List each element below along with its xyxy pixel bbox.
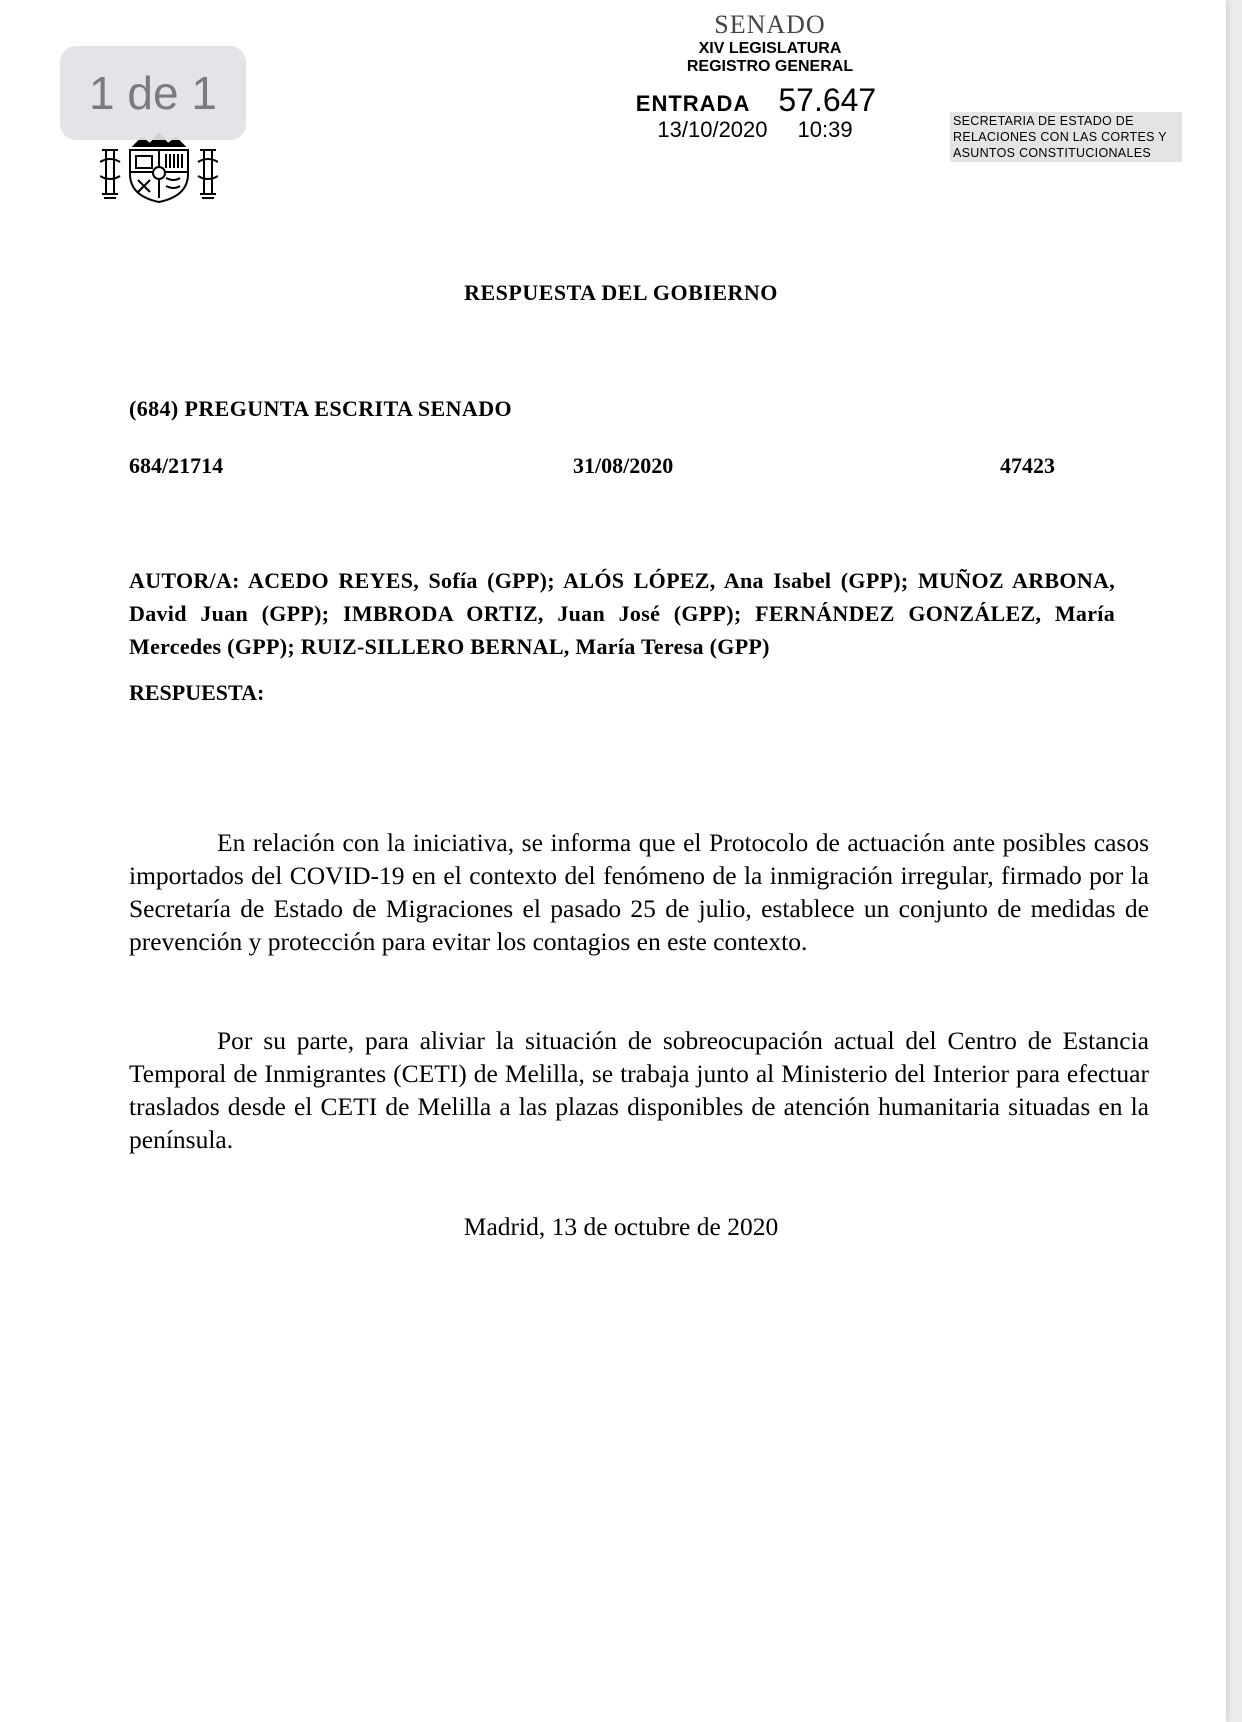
question-type: (684) PREGUNTA ESCRITA SENADO	[129, 396, 513, 421]
registry-stamp	[580, 10, 920, 143]
secretaria-label	[950, 112, 1182, 162]
reference-number: 684/21714	[129, 453, 224, 478]
secretaria-line-2: RELACIONES CON LAS CORTES Y	[953, 130, 1167, 144]
author-list: AUTOR/A: ACEDO REYES, Sofía (GPP); ALÓS LÓPEZ, Ana Isabel (GPP); MUÑOZ ARBONA, David Juan (GPP); IMBRODA ORTIZ, Juan José (GPP); FERNÁNDEZ GONZÁLEZ, María Mercedes (GPP); RUIZ-SILLERO BERNAL, María Teresa (GPP)	[129, 568, 1115, 659]
stamp-datetime-row	[580, 117, 920, 143]
stamp-entry-row	[580, 82, 920, 119]
response-label: RESPUESTA:	[129, 680, 265, 705]
reference-date: 31/08/2020	[573, 453, 674, 478]
stamp-registry: REGISTRO GENERAL	[686, 58, 854, 75]
place-and-date: Madrid, 13 de octubre de 2020	[463, 1212, 779, 1241]
secretaria-line-3: ASUNTOS CONSTITUCIONALES	[953, 146, 1151, 160]
stamp-date: 13/10/2020	[657, 117, 768, 142]
stamp-institution: SENADO	[714, 10, 826, 39]
secretaria-line-1: SECRETARIA DE ESTADO DE	[953, 114, 1134, 128]
response-paragraph-2: Por su parte, para aliviar la situación de sobreocupación actual del Centro de Estancia Temporal de Inmigrantes (CETI) de Melilla, se trabaja junto al Ministerio del Interior para efectuar traslados desde el CETI de Melilla a las plazas disponibles de atención humanitaria situadas en la península.	[129, 1026, 1149, 1154]
stamp-entry-label: ENTRADA	[635, 91, 751, 116]
page-indicator: 1 de 1	[60, 46, 246, 140]
stamp-entry-number: 57.647	[778, 82, 877, 118]
document-title: RESPUESTA DEL GOBIERNO	[464, 280, 778, 305]
reference-code: 47423	[1000, 453, 1055, 478]
response-paragraph-1: En relación con la iniciativa, se informa que el Protocolo de actuación ante posibles casos importados del COVID-19 en el contexto del fenómeno de la inmigración irregular, firmado por la Secretaría de Estado de Migraciones el pasado 25 de julio, establece un conjunto de medidas de prevención y protección para evitar los contagios en este contexto.	[129, 828, 1149, 956]
stamp-time: 10:39	[797, 117, 853, 142]
stamp-legislature: XIV LEGISLATURA	[698, 40, 842, 57]
spain-coat-of-arms-icon	[100, 132, 218, 204]
